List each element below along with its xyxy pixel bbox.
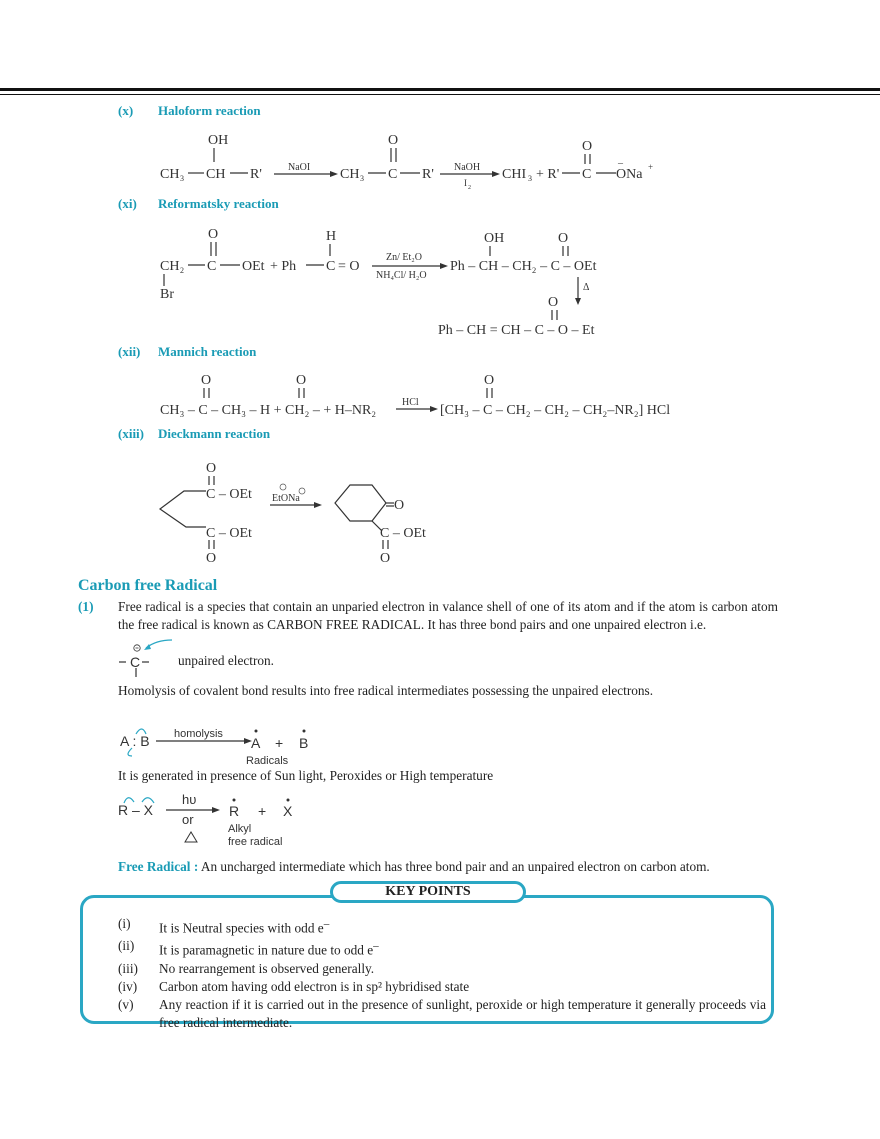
heading-reformatsky [118,196,279,212]
carbonyl: = O [338,259,360,274]
halogen-radical: X [283,803,293,819]
beta-hydroxy-ester: Ph – CH – CH₂ – C – OEt [450,259,597,274]
oh-group: OH [208,133,229,148]
item-text: It is Neutral species with odd e [159,920,324,936]
oh-group: OH [484,231,505,246]
generation-conditions: It is generated in presence of Sun light, Peroxides or High temperature [118,768,494,783]
definition-text: An uncharged intermediate which has three bond pair and an unpaired electron on carbon atom. [200,859,710,874]
ester-group: C – OEt [380,526,426,541]
oxygen: O [296,373,307,388]
light-symbol: hυ [182,792,197,807]
radical-b: B [299,735,309,751]
header-rule-thin [0,94,880,95]
plus-r: + R' [536,167,560,182]
photolysis-scheme [116,790,306,850]
radical-a: A [251,735,261,751]
r-group: R' [422,167,434,182]
oxygen: O [201,373,212,388]
or-label: or [182,812,194,827]
subscript: 3 [360,174,364,183]
oxygen: O [208,227,219,242]
subscript: 2 [180,266,184,275]
hydrogen: H [326,229,337,244]
ch3-group: CH [160,167,180,182]
item-number: (v) [118,996,134,1012]
reagent-hcl: HCl [402,397,419,408]
heading-label: Haloform reaction [158,103,261,118]
oxygen: O [548,295,559,310]
unpaired-electron-label: unpaired electron. [178,653,274,668]
carbon: C [582,167,592,182]
dieckmann-equation [150,455,470,567]
heat-symbol: Δ [583,282,590,293]
reagent-naoi: NaOI [288,162,311,173]
subscript: 3 [180,174,184,183]
heading-number: (xiii) [118,426,144,441]
iodoform: CHI [502,167,527,182]
carbon: C [388,167,398,182]
plus-ph: + Ph [270,259,297,274]
key-points-list [118,915,766,1032]
minus-charge: – [618,158,623,169]
oxygen: O [388,133,399,148]
ch3-group: CH [340,167,360,182]
point-label: (1) [78,599,94,614]
list-item [118,937,766,959]
radicals-label: Radicals [246,755,289,767]
ch2-group: CH [160,259,180,274]
ester-group: C – OEt [206,487,252,502]
mannich-base: [CH₃ – C – CH₂ – CH₂ – CH₂–NR₂] HCl [440,403,671,418]
heading-number: (xii) [118,344,141,359]
homolysis-label: homolysis [174,728,223,740]
reagent-nh4cl: NH₄Cl/ H₂O [376,270,427,281]
oxygen: O [206,461,217,476]
alkyl-radical: R [229,803,240,819]
heading-number: (xi) [118,196,137,211]
plus-sign: + [275,735,284,751]
alkyl-halide: R – X [118,802,154,818]
item-text: Carbon atom having odd electron is in sp² hybridised state [159,978,470,994]
item-text: No rearrangement is observed generally. [159,960,375,976]
ester-oet: OEt [242,259,265,274]
ch-group: CH [206,167,226,182]
heading-mannich [118,344,256,360]
item-number: (iv) [118,978,138,994]
point-number [78,598,94,616]
heading-label: Dieckmann reaction [158,426,271,441]
oxygen: O [206,551,217,566]
superscript-minus: – [373,940,379,953]
list-item [118,960,766,978]
subscript: 2 [468,185,471,190]
unsaturated-ester: Ph – CH = CH – C – O – Et [438,323,595,338]
heading-dieckmann [118,426,270,442]
reagent-naoh: NaOH [454,162,481,173]
free-radical-summary [118,858,778,876]
item-number: (ii) [118,938,135,954]
carbon-atom: C [130,654,141,670]
definition-label: Free Radical : [118,859,199,874]
heading-label: Reformatsky reaction [158,196,279,211]
key-points-title: KEY POINTS [330,881,526,903]
item-text: It is paramagnetic in nature due to odd e [159,942,374,958]
oxygen: O [558,231,569,246]
heading-number: (x) [118,103,134,118]
list-item [118,996,766,1032]
sodium-salt: ONa [616,167,643,182]
carbon: C [207,259,217,274]
r-group: R' [250,167,262,182]
carbon: C [326,259,336,274]
reagent-iodine: I [464,178,467,188]
list-item [118,915,766,937]
reactants: CH₃ – C – CH₃ – H + CH₂ – + H–NR₂ [160,403,377,418]
mannich-equation [150,370,710,420]
reformatsky-equation [150,222,630,342]
header-rule-thick [0,88,880,91]
oxygen: O [582,139,593,154]
subscript: 3 [528,174,532,183]
item-number: (iii) [118,960,138,976]
bromine: Br [160,287,174,302]
plus-sign: + [258,803,267,819]
oxygen: O [380,551,391,566]
homolysis-text: Homolysis of covalent bond results into free radical intermediates possessing the unpaired electrons. [118,683,654,698]
plus-charge: + [648,162,654,172]
reagent-zinc: Zn/ Et₂O [386,252,422,263]
alkyl-label: Alkyl [228,823,252,835]
item-number: (i) [118,916,131,931]
bond-ab: A : B [120,733,150,749]
heading-haloform [118,103,261,119]
list-item [118,978,766,996]
reagent-etona: EtONa [272,493,300,504]
oxygen: O [484,373,495,388]
heading-label: Mannich reaction [158,344,257,359]
ester-group: C – OEt [206,526,252,541]
ketone-oxygen: O [394,498,405,513]
item-text: Any reaction if it is carried out in the presence of sunlight, peroxide or high temperature it generally proceeds via free radical intermediate. [159,996,766,1030]
section-title: Carbon free Radical [78,577,218,594]
carbon-radical-structure [116,638,186,680]
free-radical-label: free radical [228,836,283,848]
haloform-equation [150,128,710,190]
free-radical-definition: Free radical is a species that contain an unparied electron in valance shell of one of its atom and if the atom is carbon atom the free radical is known as CARBON FREE RADICAL. It has three bond pairs and one unpaired electron i.e. [118,599,778,632]
homolysis-scheme [116,722,326,768]
superscript-minus: – [323,918,330,930]
